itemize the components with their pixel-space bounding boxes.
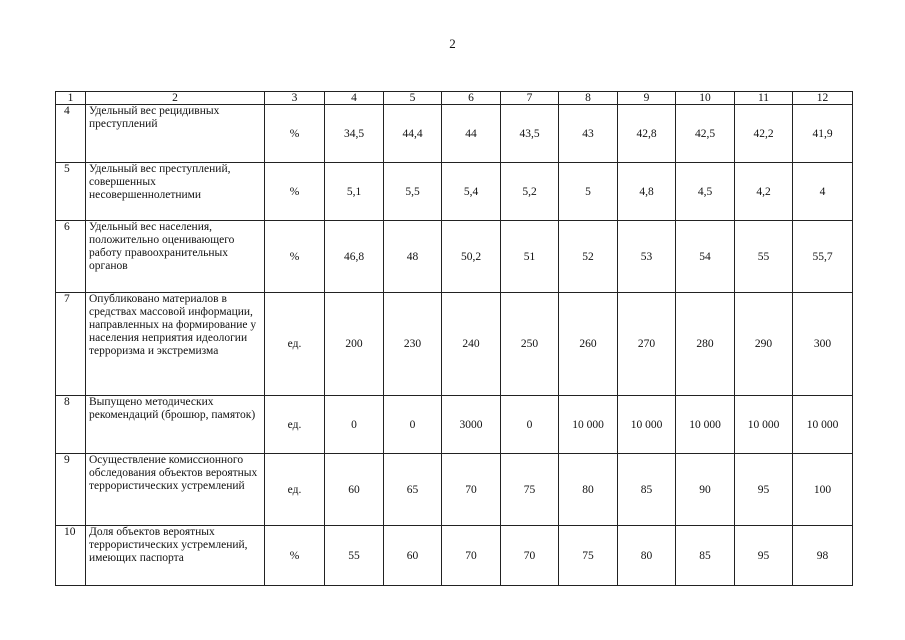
header-cell: 5 xyxy=(384,92,442,105)
value-cell: 53 xyxy=(618,221,676,293)
value-cell: 230 xyxy=(384,293,442,396)
indicator-name: Выпущено методических рекомендаций (брошюр, памяток) xyxy=(86,396,265,454)
value-cell: 95 xyxy=(735,526,793,586)
row-number: 10 xyxy=(56,526,86,586)
value-cell: 80 xyxy=(618,526,676,586)
table-body xyxy=(56,92,853,586)
unit-cell: ед. xyxy=(265,293,325,396)
value-cell: 280 xyxy=(676,293,735,396)
value-cell: 42,8 xyxy=(618,105,676,163)
value-cell: 5,5 xyxy=(384,163,442,221)
value-cell: 80 xyxy=(559,454,618,526)
row-number: 6 xyxy=(56,221,86,293)
unit-cell: % xyxy=(265,105,325,163)
value-cell: 44,4 xyxy=(384,105,442,163)
indicator-name: Удельный вес населения, положительно оценивающего работу правоохранительных органов xyxy=(86,221,265,293)
table-row xyxy=(56,221,853,293)
value-cell: 4,5 xyxy=(676,163,735,221)
table-row xyxy=(56,163,853,221)
value-cell: 5,1 xyxy=(325,163,384,221)
header-cell: 8 xyxy=(559,92,618,105)
header-cell: 9 xyxy=(618,92,676,105)
unit-cell: % xyxy=(265,221,325,293)
value-cell: 250 xyxy=(501,293,559,396)
value-cell: 54 xyxy=(676,221,735,293)
value-cell: 60 xyxy=(325,454,384,526)
header-cell: 6 xyxy=(442,92,501,105)
row-number: 9 xyxy=(56,454,86,526)
value-cell: 3000 xyxy=(442,396,501,454)
value-cell: 10 000 xyxy=(559,396,618,454)
header-cell: 1 xyxy=(56,92,86,105)
value-cell: 34,5 xyxy=(325,105,384,163)
indicator-name: Доля объектов вероятных террористических устремлений, имеющих паспорта xyxy=(86,526,265,586)
value-cell: 85 xyxy=(676,526,735,586)
value-cell: 260 xyxy=(559,293,618,396)
value-cell: 55,7 xyxy=(793,221,853,293)
value-cell: 0 xyxy=(384,396,442,454)
value-cell: 41,9 xyxy=(793,105,853,163)
table-row xyxy=(56,454,853,526)
value-cell: 70 xyxy=(501,526,559,586)
value-cell: 5,4 xyxy=(442,163,501,221)
indicator-name: Опубликовано материалов в средствах массовой информации, направленных на формирование у населения неприятия идеологии терроризма и экстремизма xyxy=(86,293,265,396)
value-cell: 98 xyxy=(793,526,853,586)
table-row xyxy=(56,526,853,586)
value-cell: 100 xyxy=(793,454,853,526)
indicator-name: Удельный вес преступлений, совершенных несовершеннолетними xyxy=(86,163,265,221)
row-number: 4 xyxy=(56,105,86,163)
value-cell: 0 xyxy=(501,396,559,454)
row-number: 5 xyxy=(56,163,86,221)
value-cell: 4,8 xyxy=(618,163,676,221)
unit-cell: % xyxy=(265,526,325,586)
value-cell: 10 000 xyxy=(676,396,735,454)
indicator-name: Удельный вес рецидивных преступлений xyxy=(86,105,265,163)
value-cell: 10 000 xyxy=(618,396,676,454)
value-cell: 55 xyxy=(735,221,793,293)
value-cell: 44 xyxy=(442,105,501,163)
unit-cell: % xyxy=(265,163,325,221)
value-cell: 85 xyxy=(618,454,676,526)
value-cell: 70 xyxy=(442,526,501,586)
value-cell: 4,2 xyxy=(735,163,793,221)
value-cell: 75 xyxy=(501,454,559,526)
row-number: 8 xyxy=(56,396,86,454)
value-cell: 48 xyxy=(384,221,442,293)
value-cell: 95 xyxy=(735,454,793,526)
value-cell: 46,8 xyxy=(325,221,384,293)
value-cell: 50,2 xyxy=(442,221,501,293)
value-cell: 42,2 xyxy=(735,105,793,163)
value-cell: 10 000 xyxy=(793,396,853,454)
value-cell: 75 xyxy=(559,526,618,586)
value-cell: 5 xyxy=(559,163,618,221)
indicators-table xyxy=(55,91,853,586)
indicator-name: Осуществление комиссионного обследования объектов вероятных террористических устремлений xyxy=(86,454,265,526)
header-cell: 4 xyxy=(325,92,384,105)
value-cell: 5,2 xyxy=(501,163,559,221)
table-header-row xyxy=(56,92,853,105)
value-cell: 60 xyxy=(384,526,442,586)
header-cell: 10 xyxy=(676,92,735,105)
table-row xyxy=(56,396,853,454)
value-cell: 4 xyxy=(793,163,853,221)
value-cell: 200 xyxy=(325,293,384,396)
value-cell: 43 xyxy=(559,105,618,163)
value-cell: 55 xyxy=(325,526,384,586)
header-cell: 12 xyxy=(793,92,853,105)
row-number: 7 xyxy=(56,293,86,396)
value-cell: 240 xyxy=(442,293,501,396)
value-cell: 70 xyxy=(442,454,501,526)
header-cell: 7 xyxy=(501,92,559,105)
value-cell: 52 xyxy=(559,221,618,293)
value-cell: 90 xyxy=(676,454,735,526)
header-cell: 3 xyxy=(265,92,325,105)
page-number: 2 xyxy=(449,36,456,51)
header-cell: 11 xyxy=(735,92,793,105)
table-row xyxy=(56,293,853,396)
table-row xyxy=(56,105,853,163)
value-cell: 300 xyxy=(793,293,853,396)
value-cell: 42,5 xyxy=(676,105,735,163)
unit-cell: ед. xyxy=(265,454,325,526)
value-cell: 65 xyxy=(384,454,442,526)
value-cell: 0 xyxy=(325,396,384,454)
value-cell: 270 xyxy=(618,293,676,396)
header-cell: 2 xyxy=(86,92,265,105)
value-cell: 10 000 xyxy=(735,396,793,454)
unit-cell: ед. xyxy=(265,396,325,454)
value-cell: 43,5 xyxy=(501,105,559,163)
value-cell: 290 xyxy=(735,293,793,396)
value-cell: 51 xyxy=(501,221,559,293)
